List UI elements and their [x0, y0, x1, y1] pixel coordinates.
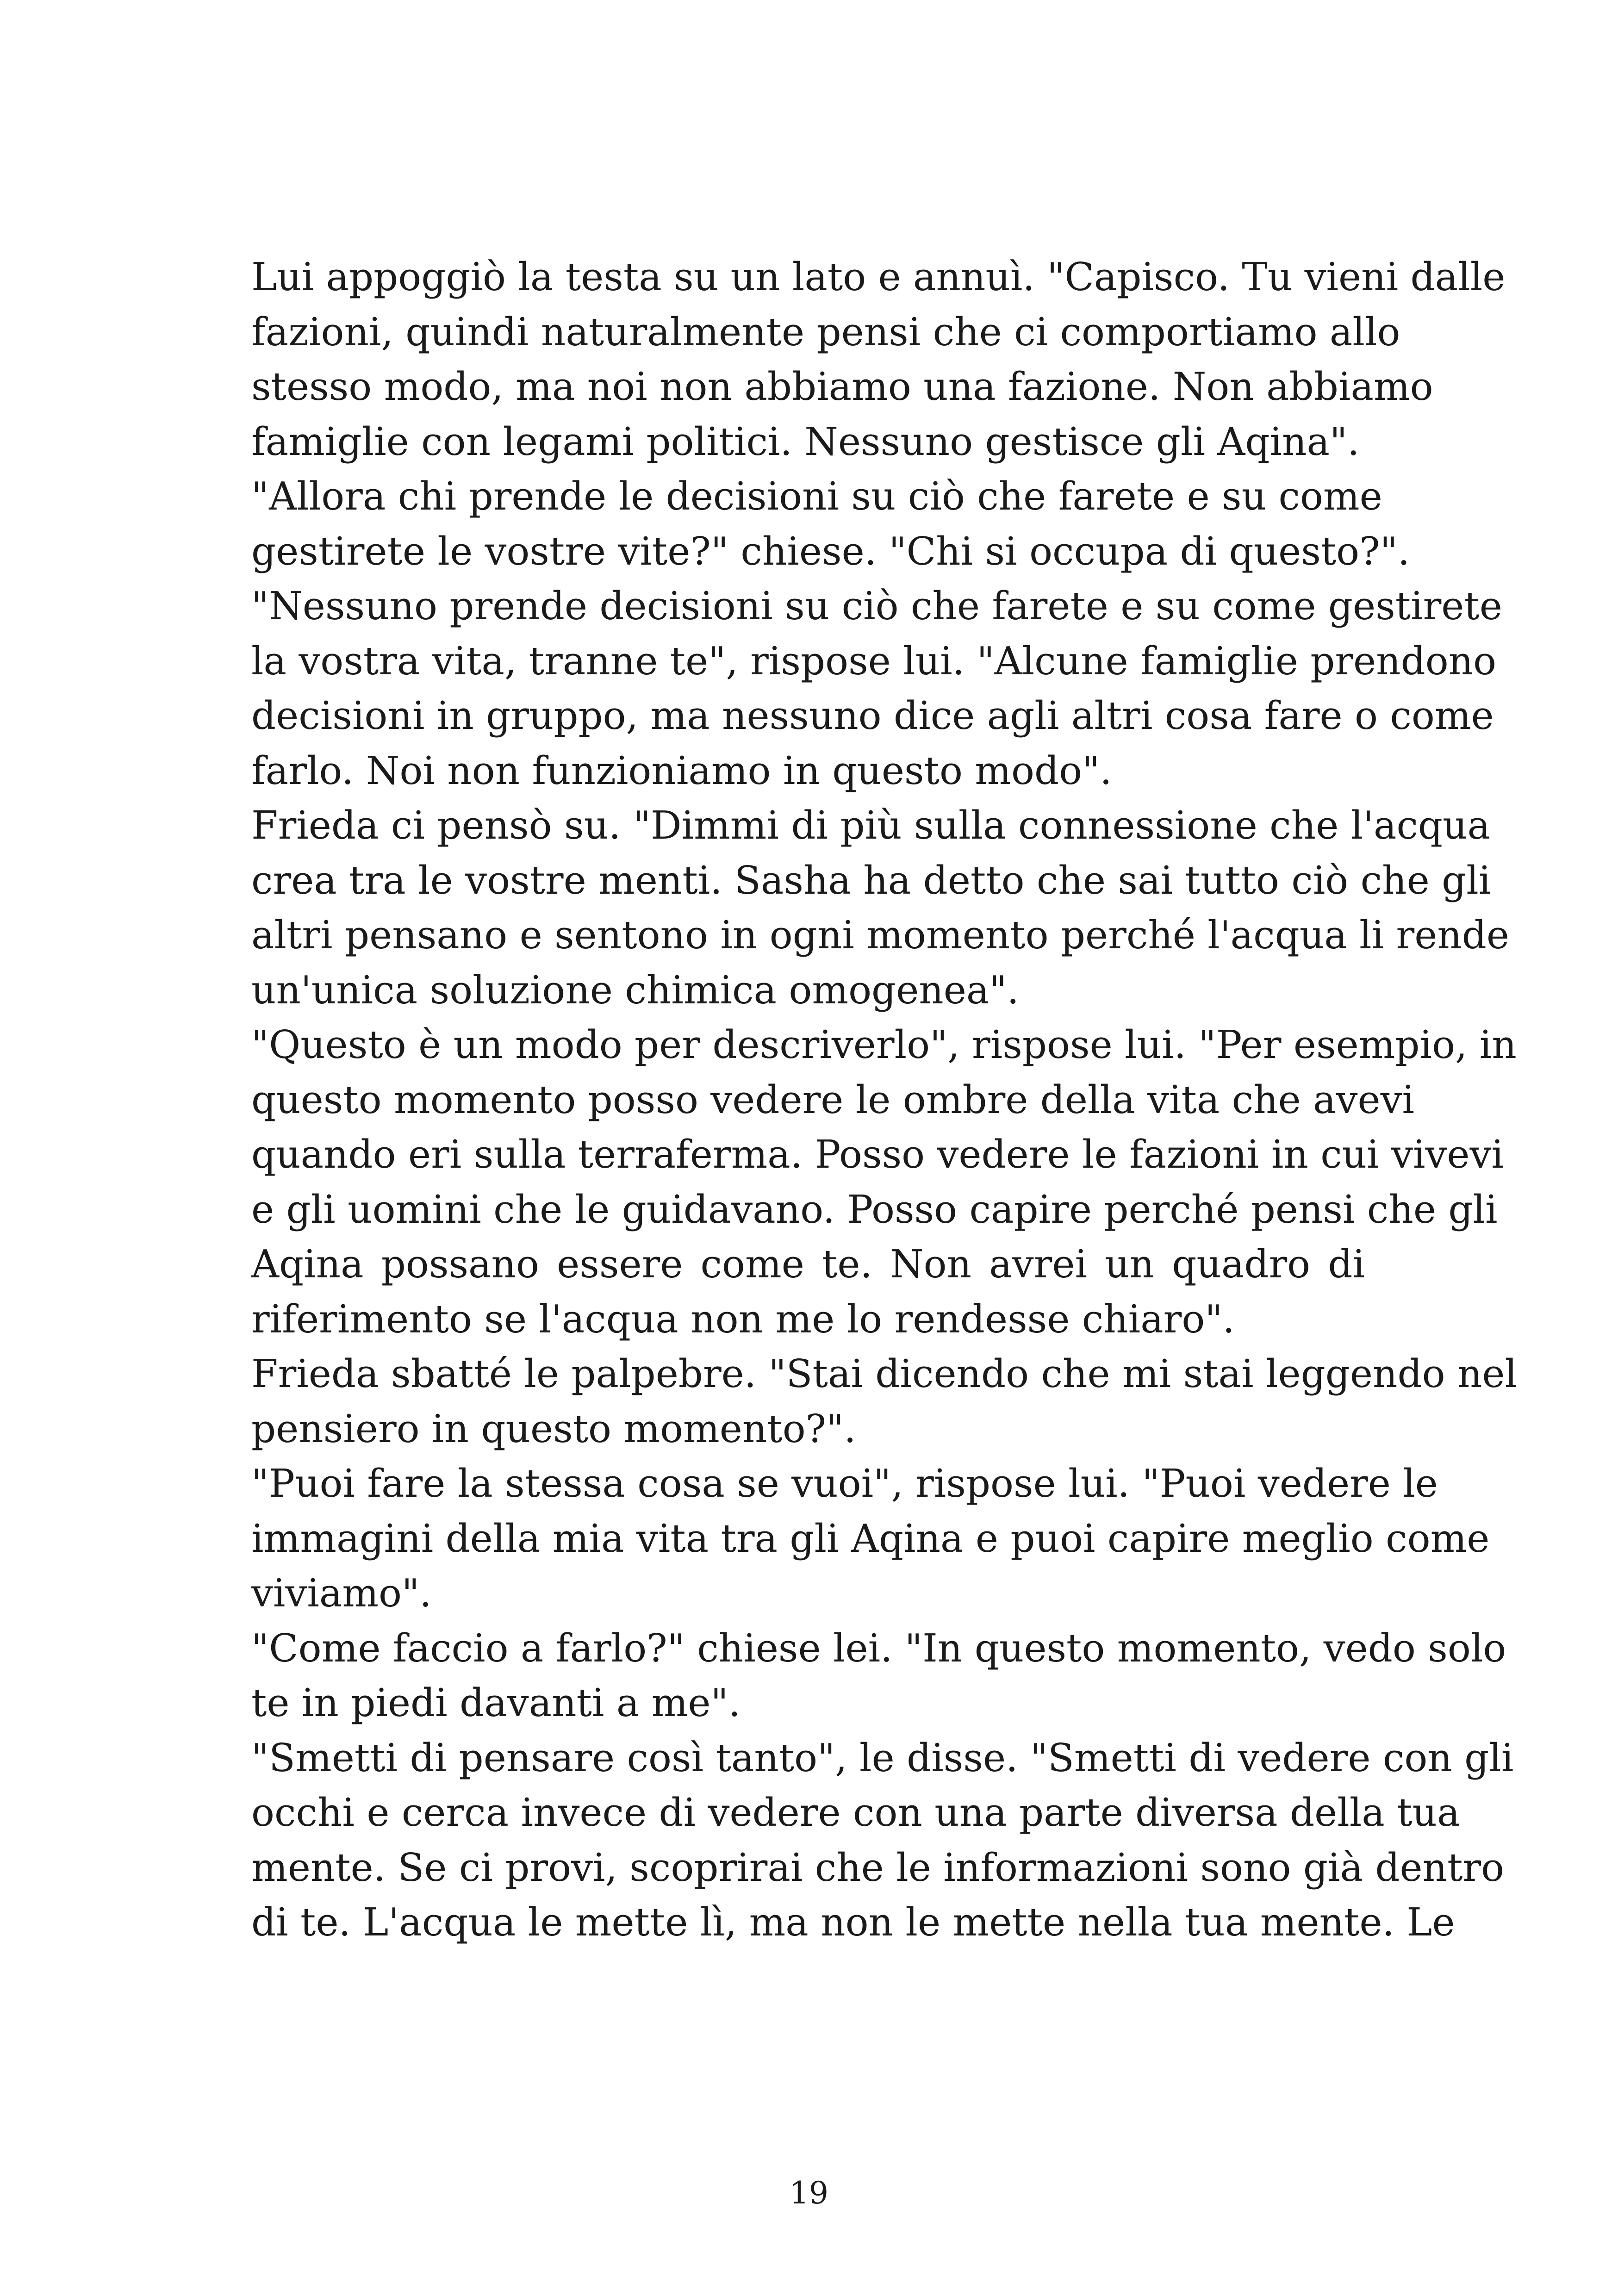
text-line: Aqina possano essere come te. Non avrei un quadro di [251, 1242, 1365, 1287]
text-line: "Come faccio a farlo?" chiese lei. "In questo momento, vedo solo [251, 1625, 1506, 1671]
paragraph [251, 1456, 1490, 1621]
text-line: "Smetti di pensare così tanto", le disse. "Smetti di vedere con gli [251, 1735, 1514, 1780]
paragraph [251, 579, 1502, 798]
text-line: viviamo". [251, 1571, 432, 1616]
text-line: stesso modo, ma noi non abbiamo una fazione. Non abbiamo [251, 364, 1433, 409]
text-line: pensiero in questo momento?". [251, 1406, 856, 1451]
text-line: fazioni, quindi naturalmente pensi che ci comportiamo allo [251, 309, 1400, 355]
text-line: famiglie con legami politici. Nessuno gestisce gli Aqina". [251, 419, 1360, 464]
text-line: crea tra le vostre menti. Sasha ha detto che sai tutto ciò che gli [251, 858, 1491, 903]
text-line: "Nessuno prende decisioni su ciò che farete e su come gestirete [251, 584, 1502, 628]
text-line: questo momento posso vedere le ombre della vita che avevi [251, 1077, 1415, 1122]
text-line: mente. Se ci provi, scoprirai che le informazioni sono già dentro [251, 1845, 1505, 1890]
text-line: immagini della mia vita tra gli Aqina e puoi capire meglio come [251, 1516, 1490, 1561]
text-line: riferimento se l'acqua non me lo rendesse chiaro". [251, 1296, 1235, 1342]
text-line: la vostra vita, tranne te", rispose lui. "Alcune famiglie prendono [251, 638, 1497, 684]
text-line: Lui appoggiò la testa su un lato e annuì. "Capisco. Tu vieni dalle [251, 255, 1506, 299]
paragraph [251, 469, 1410, 579]
text-line: di te. L'acqua le mette lì, ma non le mette nella tua mente. Le [251, 1900, 1455, 1945]
paragraph [251, 1018, 1517, 1347]
text-line: altri pensano e sentono in ogni momento perché l'acqua li rende [251, 913, 1510, 958]
paragraph [251, 250, 1506, 469]
paragraph [251, 1621, 1506, 1731]
text-line: un'unica soluzione chimica omogenea". [251, 967, 1019, 1013]
text-line: gestirete le vostre vite?" chiese. "Chi si occupa di questo?". [251, 529, 1410, 574]
body-text [251, 250, 1518, 1950]
text-line: "Allora chi prende le decisioni su ciò che farete e su come [251, 474, 1382, 519]
text-line: Frieda ci pensò su. "Dimmi di più sulla connessione che l'acqua [251, 803, 1490, 848]
text-line: te in piedi davanti a me". [251, 1680, 741, 1725]
page-number: 19 [790, 2175, 828, 2211]
paragraph [251, 1731, 1514, 1950]
text-line: "Puoi fare la stessa cosa se vuoi", rispose lui. "Puoi vedere le [251, 1461, 1438, 1506]
text-line: decisioni in gruppo, ma nessuno dice agli altri cosa fare o come [251, 693, 1494, 738]
text-line: quando eri sulla terraferma. Posso vedere le fazioni in cui vivevi [251, 1132, 1504, 1177]
text-line: e gli uomini che le guidavano. Posso capire perché pensi che gli [251, 1187, 1498, 1232]
paragraph [251, 1347, 1518, 1456]
paragraph [251, 798, 1510, 1018]
text-line: "Questo è un modo per descriverlo", rispose lui. "Per esempio, in [251, 1022, 1517, 1067]
text-line: Frieda sbatté le palpebre. "Stai dicendo che mi stai leggendo nel [251, 1351, 1518, 1396]
text-line: farlo. Noi non funzioniamo in questo modo". [251, 748, 1112, 793]
text-line: occhi e cerca invece di vedere con una parte diversa della tua [251, 1790, 1460, 1835]
